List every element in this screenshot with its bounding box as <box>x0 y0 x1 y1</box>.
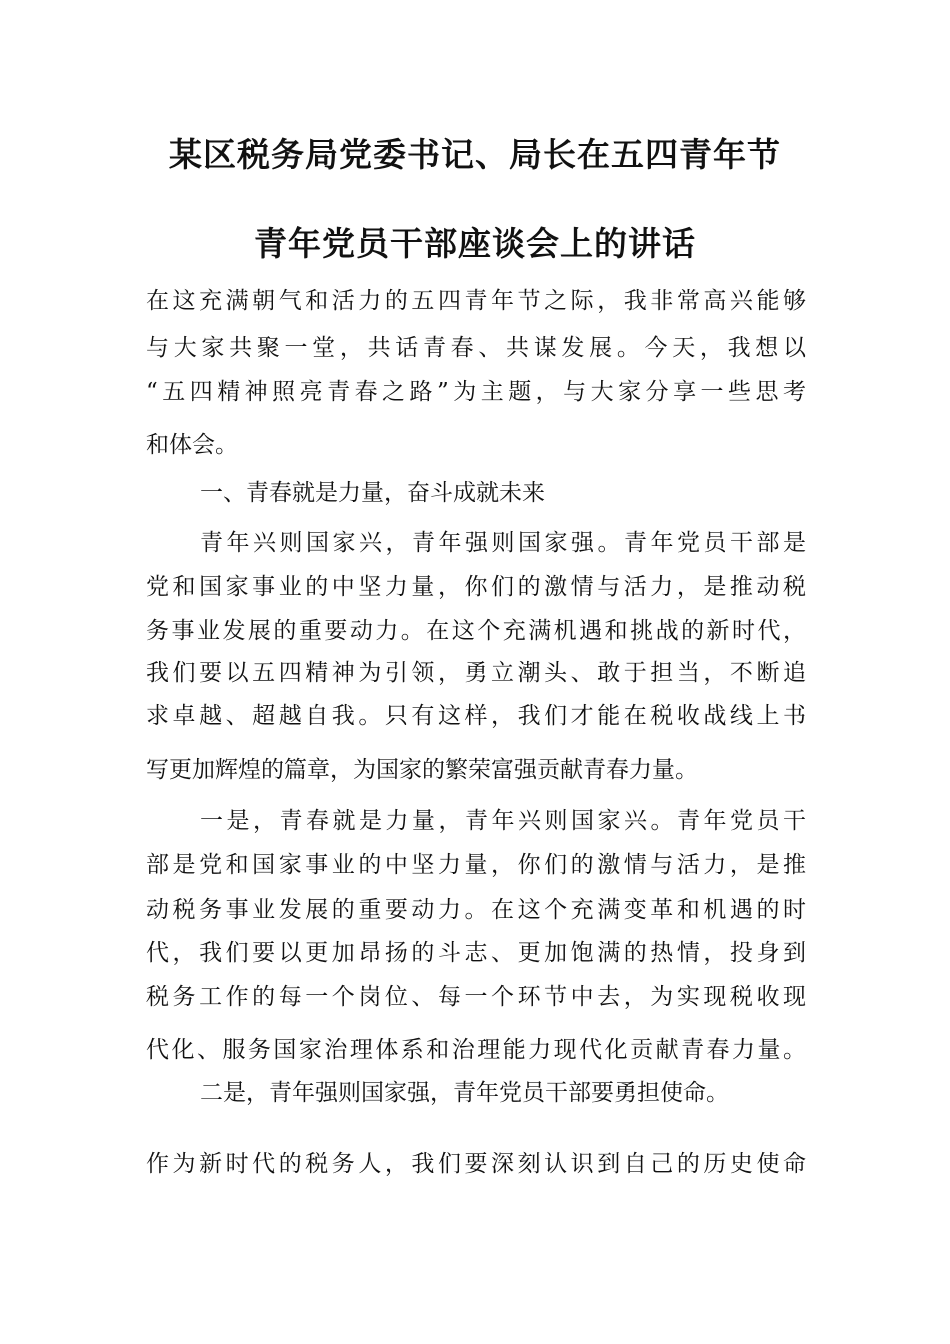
body-line: 务事业发展的重要动力。在这个充满机遇和挑战的新时代， <box>146 618 806 644</box>
document-title-line-2: 青年党员干部座谈会上的讲话 <box>254 224 696 263</box>
body-line: 税务工作的每一个岗位、每一个环节中去，为实现税收现 <box>146 984 806 1010</box>
body-line: 二是，青年强则国家强，青年党员干部要勇担使命。 <box>200 1080 729 1106</box>
body-line: 一是，青春就是力量，青年兴则国家兴。青年党员干 <box>200 808 806 834</box>
body-line: “五四精神照亮青春之路”为主题，与大家分享一些思考 <box>146 379 806 405</box>
body-line: 我们要以五四精神为引领，勇立潮头、敢于担当，不断追 <box>146 660 806 686</box>
body-line: 与大家共聚一堂，共话青春、共谋发展。今天，我想以 <box>146 335 806 361</box>
body-line: 求卓越、超越自我。只有这样，我们才能在税收战线上书 <box>146 703 806 729</box>
body-line: 在这充满朝气和活力的五四青年节之际，我非常高兴能够 <box>146 288 806 314</box>
body-line: 写更加辉煌的篇章，为国家的繁荣富强贡献青春力量。 <box>146 757 698 783</box>
body-line: 青年兴则国家兴，青年强则国家强。青年党员干部是 <box>200 530 806 556</box>
body-line: 部是党和国家事业的中坚力量，你们的激情与活力，是推 <box>146 852 806 878</box>
document-title-line-1: 某区税务局党委书记、局长在五四青年节 <box>169 135 781 174</box>
body-line: 和体会。 <box>146 432 238 458</box>
body-line: 党和国家事业的中坚力量，你们的激情与活力，是推动税 <box>146 574 806 600</box>
body-line: 动税务事业发展的重要动力。在这个充满变革和机遇的时 <box>146 897 806 923</box>
body-line: 代化、服务国家治理体系和治理能力现代化贡献青春力量。 <box>146 1037 806 1063</box>
body-line: 代，我们要以更加昂扬的斗志、更加饱满的热情，投身到 <box>146 940 806 966</box>
body-line: 作为新时代的税务人，我们要深刻认识到自己的历史使命 <box>146 1151 806 1177</box>
section-heading: 一、青春就是力量，奋斗成就未来 <box>200 480 545 506</box>
